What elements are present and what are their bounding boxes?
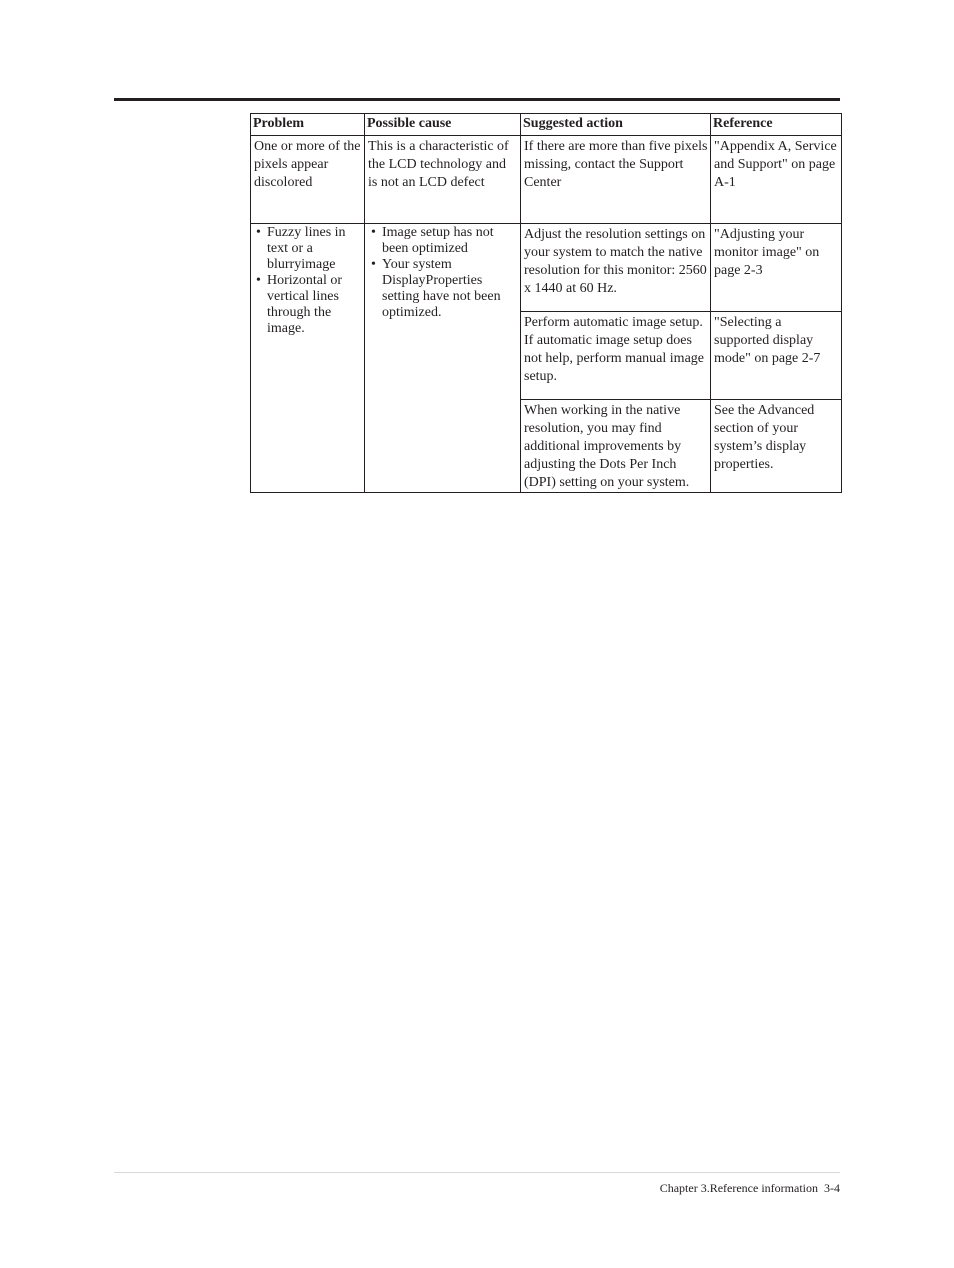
problem-cell: [251, 136, 365, 224]
reference-text: "Appendix A, Service and Support" on page A-1: [714, 139, 837, 190]
reference-text: See the Advanced section of your system’s display properties.: [714, 403, 815, 472]
action-text: When working in the native resolution, you may find additional improvements by adjusting the Dots Per Inch (DPI) setting on your system.: [524, 403, 690, 490]
problem-text: One or more of the pixels appear discolored: [254, 139, 361, 190]
header-rule: [114, 98, 840, 101]
cause-cell: [365, 136, 521, 224]
cause-item: • Image setup has not been optimized: [370, 225, 518, 257]
action-cell: [521, 400, 711, 493]
troubleshooting-table: [250, 113, 842, 493]
action-text: If there are more than five pixels missing, contact the Support Center: [524, 139, 708, 190]
action-text: Perform automatic image setup. If automatic image setup does not help, perform manual image setup.: [524, 315, 704, 384]
reference-cell: [711, 400, 842, 493]
table-row: [251, 224, 842, 312]
problem-item: • Fuzzy lines in text or a blurryimage: [255, 225, 362, 273]
reference-cell: [711, 136, 842, 224]
header-possible-cause: Possible cause: [365, 114, 521, 136]
footer-rule: [114, 1172, 840, 1173]
action-cell: [521, 312, 711, 400]
table-row: [251, 136, 842, 224]
header-suggested-action: Suggested action: [521, 114, 711, 136]
cause-item: • Your system DisplayProperties setting have not been optimized.: [370, 257, 518, 321]
reference-text: "Adjusting your monitor image" on page 2-3: [714, 227, 820, 278]
cause-text: This is a characteristic of the LCD technology and is not an LCD defect: [368, 139, 509, 190]
header-reference: Reference: [711, 114, 842, 136]
cause-cell: [365, 224, 521, 493]
reference-cell: [711, 312, 842, 400]
problem-item: • Horizontal or vertical lines through the image.: [255, 273, 362, 337]
problem-cell: [251, 224, 365, 493]
reference-cell: [711, 224, 842, 312]
header-problem: Problem: [251, 114, 365, 136]
page-footer: [660, 1181, 840, 1195]
action-text: Adjust the resolution settings on your system to match the native resolution for this monitor: 2560 x 1440 at 60 Hz.: [524, 227, 707, 296]
cause-list: [370, 225, 518, 321]
problem-list: [255, 225, 362, 337]
table-header-row: [251, 114, 842, 136]
footer-chapter: Chapter 3.Reference information: [659, 1181, 818, 1195]
action-cell: [521, 136, 711, 224]
page-number: 3-4: [824, 1181, 840, 1195]
action-cell: [521, 224, 711, 312]
reference-text: "Selecting a supported display mode" on page 2-7: [714, 315, 821, 366]
